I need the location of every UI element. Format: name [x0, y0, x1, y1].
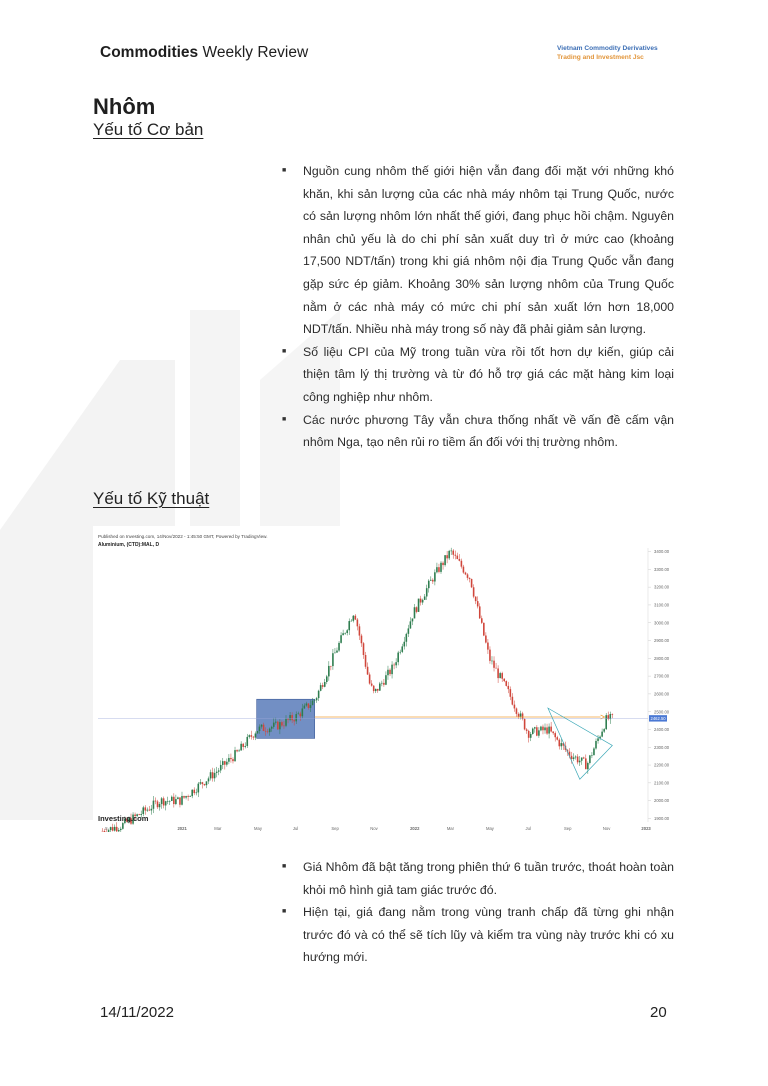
candle-body — [475, 597, 477, 601]
candle-body — [244, 746, 246, 747]
candle-body — [185, 796, 187, 798]
candle-body — [210, 772, 212, 778]
candle-body — [546, 727, 548, 733]
candle-body — [318, 691, 320, 698]
candle-body — [200, 782, 202, 783]
candle-body — [114, 827, 116, 831]
candle-body — [198, 784, 200, 793]
candle-body — [424, 596, 426, 599]
candle-body — [554, 733, 556, 737]
candle-body — [151, 809, 153, 811]
candle-body — [236, 750, 238, 751]
candle-body — [102, 831, 104, 832]
candle-body — [144, 807, 146, 810]
candle-body — [493, 661, 495, 668]
candle-body — [403, 642, 405, 647]
fundamental-bullet: ■ Nguồn cung nhôm thế giới hiện vẫn đang đối mặt với những khó khăn, khi sản lượng của các nhà máy nhôm tại Trung Quốc, nước có sản lượng nhôm lớn nhất thế giới, đang phục hồi chậm. Nguyên nhân chủ yếu là do chi phí sản xuất duy trì ở mức cao (khoảng 17,500 NDT/tấn) trong khi giá nhôm nội địa Trung Quốc vẫn đang gặp sức ép giảm. Khoảng 30% sản lượng nhôm của Trung Quốc nằm ở các nhà máy có mức chi phí sản xuất lớn hơn 18,000 NDT/tấn. Nhiều nhà máy trong số này đã phải giảm sản lượng. — [282, 160, 674, 341]
fundamental-bullet: ■ Số liệu CPI của Mỹ trong tuần vừa rồi tốt hơn dự kiến, giúp cải thiện tâm lý thị trường và từ đó hỗ trợ giá các mặt hàng kim loại công nghiệp như nhôm. — [282, 341, 674, 409]
candle-body — [157, 801, 159, 807]
candle-body — [216, 772, 218, 773]
candle-body — [481, 618, 483, 623]
candle-body — [226, 762, 228, 765]
x-tick-label: Nov — [370, 826, 378, 831]
candle-body — [369, 674, 371, 683]
candle-body — [552, 731, 554, 733]
candle-body — [430, 580, 432, 581]
candle-body — [508, 686, 510, 689]
candle-body — [422, 600, 424, 603]
candle-body — [448, 551, 450, 558]
candle-body — [501, 673, 503, 679]
candle-body — [291, 715, 293, 720]
y-tick-label: 3000.00 — [654, 620, 670, 626]
x-tick-label: May — [254, 826, 262, 831]
chart-symbol: Aluminium, (CTD):MAL, D — [98, 542, 160, 548]
candle-body — [518, 714, 520, 717]
candle-body — [385, 675, 387, 685]
y-tick-label: 3300.00 — [654, 566, 670, 572]
x-tick-label: 2023 — [641, 826, 651, 831]
fundamental-heading: Yếu tố Cơ bản — [93, 120, 204, 139]
candle-body — [116, 827, 118, 831]
candle-body — [302, 708, 304, 716]
y-tick-label: 2000.00 — [654, 798, 670, 804]
candle-body — [597, 738, 599, 741]
section-title: Nhôm — [93, 94, 156, 119]
candle-body — [505, 681, 507, 686]
candle-body — [261, 725, 263, 727]
candle-body — [314, 700, 316, 701]
technical-heading: Yếu tố Kỹ thuật — [93, 489, 210, 508]
candle-body — [163, 798, 165, 805]
x-tick-label: May — [485, 826, 494, 831]
candle-body — [467, 574, 469, 577]
candle-body — [277, 722, 279, 730]
candle-body — [112, 827, 114, 831]
y-tick-label: 2500.00 — [654, 709, 670, 715]
candle-body — [408, 628, 410, 633]
candle-body — [295, 714, 297, 721]
candle-body — [269, 729, 271, 732]
candle-body — [514, 705, 516, 709]
candle-body — [603, 729, 605, 732]
candle-body — [485, 636, 487, 643]
candle-body — [322, 685, 324, 687]
candle-body — [238, 750, 240, 751]
candle-body — [171, 797, 173, 801]
candle-body — [389, 670, 391, 674]
candle-body — [287, 719, 289, 720]
y-tick-label: 2600.00 — [654, 691, 670, 697]
candle-body — [548, 727, 550, 734]
x-tick-label: Sep — [331, 826, 339, 831]
price-chart-svg — [93, 526, 685, 832]
candle-body — [363, 643, 365, 655]
candle-body — [293, 720, 295, 721]
y-tick-label: 2700.00 — [654, 673, 670, 679]
candle-body — [589, 755, 591, 763]
candle-body — [183, 796, 185, 798]
x-tick-label: 2021 — [177, 826, 187, 831]
candle-body — [350, 621, 352, 622]
candle-body — [522, 713, 524, 719]
candle-body — [538, 730, 540, 735]
candle-body — [230, 758, 232, 759]
candle-body — [428, 581, 430, 588]
candle-body — [267, 732, 269, 733]
candle-body — [530, 734, 532, 738]
candle-body — [353, 616, 355, 621]
candle-body — [465, 573, 467, 575]
candle-body — [234, 750, 236, 761]
candle-body — [591, 755, 593, 756]
candle-body — [575, 757, 577, 758]
candle-body — [191, 790, 193, 796]
page-number: 20 — [650, 1004, 667, 1021]
candle-body — [193, 790, 195, 793]
candle-body — [577, 757, 579, 763]
candle-body — [491, 661, 493, 662]
candle-body — [583, 758, 585, 759]
candle-body — [365, 655, 367, 667]
candle-body — [516, 708, 518, 713]
technical-bullet-list — [282, 856, 674, 969]
price-chart — [93, 526, 685, 832]
candle-body — [461, 561, 463, 567]
candle-body — [371, 684, 373, 686]
candle-body — [446, 555, 448, 558]
candle-body — [418, 599, 420, 612]
candle-body — [281, 722, 283, 725]
candle-body — [558, 740, 560, 747]
candle-body — [122, 823, 124, 829]
candle-body — [299, 714, 301, 717]
candle-body — [436, 567, 438, 572]
x-tick-label: Jul — [292, 826, 299, 831]
candle-body — [561, 743, 563, 746]
candle-body — [120, 829, 122, 830]
candle-body — [187, 796, 189, 797]
candle-body — [173, 797, 175, 804]
candle-body — [279, 722, 281, 729]
candle-body — [587, 763, 589, 769]
candle-body — [450, 551, 452, 552]
candle-body — [204, 784, 206, 785]
candle-body — [175, 799, 177, 804]
y-tick-label: 2300.00 — [654, 744, 670, 750]
candle-body — [240, 744, 242, 751]
candle-body — [477, 601, 479, 606]
candle-body — [289, 715, 291, 720]
candle-body — [391, 665, 393, 674]
candle-body — [218, 770, 220, 771]
candle-body — [497, 668, 499, 678]
candle-body — [189, 796, 191, 797]
candle-body — [248, 735, 250, 737]
chart-brand-logo: Investing.com — [98, 814, 149, 823]
candle-body — [328, 666, 330, 676]
candle-body — [512, 697, 514, 705]
candle-body — [324, 682, 326, 687]
candle-body — [361, 636, 363, 644]
y-tick-label: 2800.00 — [654, 655, 670, 661]
candle-body — [442, 563, 444, 565]
candle-body — [110, 827, 112, 830]
candle-body — [463, 567, 465, 573]
candle-body — [283, 726, 285, 727]
candle-body — [255, 733, 257, 737]
candle-body — [367, 667, 369, 675]
fundamental-bullet-list — [282, 160, 674, 454]
candle-body — [438, 567, 440, 572]
candle-body — [308, 703, 310, 707]
candle-body — [212, 772, 214, 778]
candle-body — [195, 792, 197, 793]
candle-body — [457, 556, 459, 559]
candle-body — [459, 559, 461, 561]
y-tick-label: 2200.00 — [654, 762, 670, 768]
candle-body — [108, 830, 110, 832]
candle-body — [444, 555, 446, 565]
candle-body — [510, 689, 512, 697]
x-tick-label: S — [104, 826, 108, 831]
candle-body — [393, 665, 395, 666]
y-tick-label: 3200.00 — [654, 584, 670, 590]
candle-body — [348, 621, 350, 630]
candle-body — [224, 761, 226, 765]
chart-published-note: Published on Investing.com, 14/Nov/2022 - 1:45:50 GMT, Powered by TradingView. — [98, 534, 268, 539]
candle-body — [357, 620, 359, 627]
y-tick-label: 2400.00 — [654, 727, 670, 733]
candle-body — [471, 579, 473, 587]
candle-body — [167, 801, 169, 802]
candle-body — [208, 778, 210, 781]
candle-body — [434, 572, 436, 581]
candle-body — [271, 727, 273, 729]
candle-body — [440, 563, 442, 572]
candle-body — [395, 662, 397, 665]
candle-body — [473, 587, 475, 596]
candle-body — [534, 727, 536, 728]
candle-body — [346, 630, 348, 633]
candle-body — [242, 744, 244, 747]
candle-body — [410, 621, 412, 628]
candle-body — [340, 635, 342, 643]
candle-body — [612, 714, 614, 715]
candle-body — [149, 810, 151, 811]
candle-body — [285, 719, 287, 726]
candle-body — [420, 599, 422, 603]
candle-body — [304, 706, 306, 709]
technical-bullet: ■ Giá Nhôm đã bật tăng trong phiên thứ 6 tuần trước, thoát hoàn toàn khỏi mô hình giả tam giác trước đó. — [282, 856, 674, 901]
candle-body — [399, 652, 401, 653]
candle-body — [593, 748, 595, 755]
candle-body — [487, 643, 489, 650]
candle-body — [571, 756, 573, 759]
y-tick-label: 1900.00 — [654, 816, 670, 822]
last-price-label: 2462.50 — [650, 715, 666, 721]
candle-body — [179, 797, 181, 804]
candle-body — [265, 731, 267, 732]
candle-body — [540, 727, 542, 731]
candle-body — [499, 673, 501, 678]
candle-body — [222, 761, 224, 765]
candle-body — [177, 797, 179, 799]
candle-body — [232, 759, 234, 761]
y-tick-label: 3400.00 — [654, 549, 670, 555]
candle-body — [338, 643, 340, 651]
candle-body — [373, 686, 375, 691]
candle-body — [316, 698, 318, 700]
candle-body — [601, 732, 603, 737]
x-tick-label: Sep — [563, 826, 572, 831]
candle-body — [312, 701, 314, 705]
candle-body — [432, 580, 434, 582]
y-tick-label: 3100.00 — [654, 602, 670, 608]
candle-body — [581, 758, 583, 761]
candle-body — [169, 801, 171, 802]
candle-body — [495, 668, 497, 669]
candle-body — [320, 685, 322, 691]
candle-body — [118, 830, 120, 831]
candle-body — [412, 618, 414, 621]
candle-body — [520, 713, 522, 716]
technical-bullet: ■ Hiện tại, giá đang nằm trong vùng tranh chấp đã từng ghi nhận trước đó và có thể sẽ tích lũy và kiểm tra vùng này trước khi có xu hướng mới. — [282, 901, 674, 969]
candle-body — [355, 616, 357, 620]
candle-body — [334, 653, 336, 654]
candle-body — [452, 551, 454, 555]
candle-body — [414, 607, 416, 618]
candle-body — [406, 634, 408, 642]
candle-body — [401, 646, 403, 651]
candle-body — [544, 727, 546, 730]
candle-body — [161, 798, 163, 804]
x-tick-label: Jul — [525, 826, 531, 831]
candle-body — [104, 831, 106, 832]
candle-body — [426, 588, 428, 596]
candle-body — [573, 757, 575, 759]
candle-body — [526, 729, 528, 730]
candle-body — [489, 650, 491, 661]
candle-body — [528, 731, 530, 738]
candle-body — [454, 555, 456, 556]
candle-body — [416, 607, 418, 612]
candle-body — [330, 666, 332, 667]
triangle-pattern — [548, 708, 612, 779]
candle-body — [147, 810, 149, 811]
candle-body — [297, 714, 299, 715]
candle-body — [397, 653, 399, 663]
company-logo: Vietnam Commodity Derivatives Trading and Investment Jsc — [557, 45, 658, 61]
candle-body — [483, 623, 485, 636]
candle-body — [585, 758, 587, 769]
candle-body — [524, 719, 526, 729]
candle-body — [263, 725, 265, 731]
fundamental-bullet: ■ Các nước phương Tây vẫn chưa thống nhất về vấn đề cấm vận nhôm Nga, tạo nên rủi ro tiềm ẩn đối với thị trường nhôm. — [282, 409, 674, 454]
candle-body — [479, 606, 481, 618]
candle-body — [342, 633, 344, 635]
candle-body — [155, 801, 157, 802]
x-tick-label: 2022 — [410, 826, 420, 831]
candle-body — [259, 727, 261, 731]
candle-body — [273, 723, 275, 727]
candle-body — [275, 722, 277, 723]
candle-body — [536, 727, 538, 735]
candle-body — [202, 782, 204, 784]
candle-body — [375, 689, 377, 691]
candle-body — [387, 670, 389, 675]
candle-body — [359, 626, 361, 635]
candle-body — [159, 804, 161, 807]
x-tick-label: Mar — [214, 826, 222, 831]
candle-body — [251, 735, 253, 737]
candle-body — [344, 633, 346, 634]
candle-body — [383, 683, 385, 685]
candle-body — [469, 578, 471, 579]
candle-body — [595, 741, 597, 749]
candle-body — [228, 758, 230, 762]
candle-body — [379, 684, 381, 691]
candle-body — [181, 796, 183, 805]
candle-body — [214, 773, 216, 778]
candle-body — [503, 679, 505, 681]
candle-body — [532, 729, 534, 734]
candle-body — [206, 781, 208, 785]
candle-body — [326, 676, 328, 682]
candle-body — [332, 653, 334, 666]
x-tick-label: Mar — [446, 826, 455, 831]
candle-body — [556, 737, 558, 739]
candle-body — [542, 727, 544, 731]
candle-body — [381, 683, 383, 684]
candle-body — [377, 689, 379, 691]
report-header-title: Commodities Weekly Review — [100, 44, 309, 61]
candle-body — [336, 651, 338, 653]
candle-body — [253, 737, 255, 738]
candle-body — [550, 727, 552, 732]
candle-body — [605, 715, 607, 729]
candle-body — [220, 765, 222, 770]
candle-body — [310, 705, 312, 708]
x-tick-label: Nov — [602, 826, 611, 831]
y-tick-label: 2900.00 — [654, 638, 670, 644]
candle-body — [257, 731, 259, 733]
footer-date: 14/11/2022 — [100, 1004, 174, 1021]
candle-body — [306, 703, 308, 705]
candle-body — [579, 761, 581, 763]
candle-body — [165, 801, 167, 805]
candle-body — [246, 737, 248, 746]
y-tick-label: 2100.00 — [654, 780, 670, 786]
candle-body — [153, 801, 155, 809]
